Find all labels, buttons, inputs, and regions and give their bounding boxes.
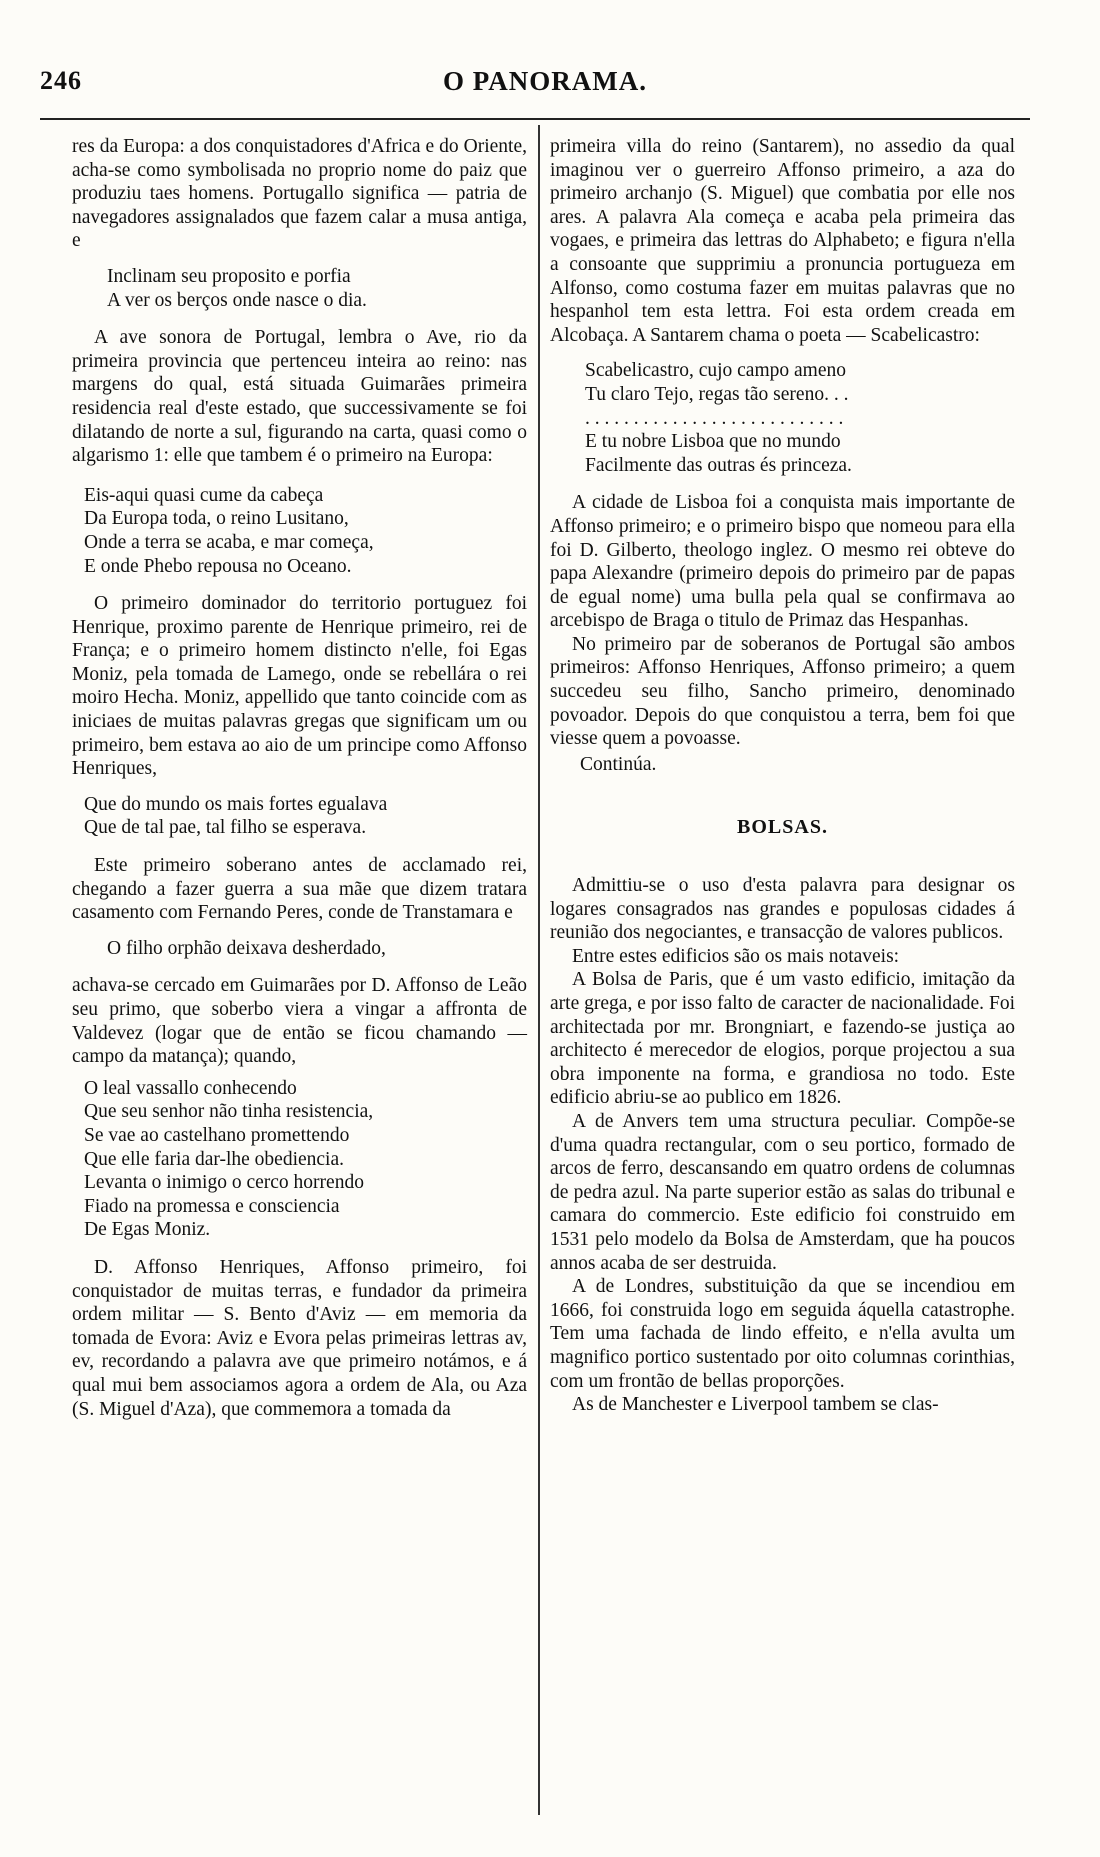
verse-block (72, 937, 527, 961)
paragraph: Entre estes edificios são os mais notaveis: (572, 945, 900, 967)
verse-line: Que seu senhor não tinha resistencia, (84, 1101, 374, 1123)
paragraph: primeira villa do reino (Santarem), no assedio da qual imaginou ver o guerreiro Affonso primeiro, a aza do primeiro archanjo (S. Miguel) que combatia por elle nos ares. A palavra Ala começa e acaba pela primeira das vogaes, e primeira das lettras do Alphabeto; e figura n'ella a consoante que supprimiu a pronuncia portugueza em Alfonso, como costuma fazer em muitas palavras que no hespanhol tem esta lettra. Foi esta ordem creada em Alcobaça. A Santarem chama o poeta — Scabelicastro: (550, 136, 1015, 346)
page-number: 246 (40, 66, 82, 95)
verse-line: Tu claro Tejo, regas tão sereno. . . (585, 383, 849, 405)
verse-line: A ver os berços onde nasce o dia. (107, 289, 367, 311)
verse-line: Que elle faria dar-lhe obediencia. (84, 1148, 345, 1170)
publication-title: O PANORAMA. (443, 66, 647, 96)
paragraph: A de Londres, substituição da que se incendiou em 1666, foi construida logo em seguida áquella catastrophe. Tem uma fachada de lindo effeito, e n'ella avulta um magnifico portico sustentado por oito columnas corinthias, com um frontão de bellas proporções. (550, 1276, 1015, 1392)
right-column (550, 135, 1015, 1417)
paragraph: Este primeiro soberano antes de acclamado rei, chegando a fazer guerra a sua mãe que dizem tratara casamento com Fernando Peres, conde de Transtamara e (72, 855, 527, 924)
verse-line: Se vae ao castelhano promettendo (84, 1124, 350, 1146)
paragraph: Admittiu-se o uso d'esta palavra para designar os logares consagrados nas grandes e populosas cidades á reunião dos negociantes, e transacção de valores publicos. (550, 875, 1015, 944)
verse-line: O filho orphão deixava desherdado, (107, 937, 386, 959)
verse-line: E onde Phebo repousa no Oceano. (84, 555, 352, 577)
verse-line: E tu nobre Lisboa que no mundo (585, 431, 841, 453)
verse-block (72, 265, 527, 312)
verse-ellipsis: . . . . . . . . . . . . . . . . . . . . . . . . . . . (585, 407, 844, 429)
section-heading: BOLSAS. (737, 816, 828, 839)
verse-block (72, 484, 527, 578)
verse-line: Da Europa toda, o reino Lusitano, (84, 508, 349, 530)
verse-block (72, 1077, 527, 1242)
paragraph: res da Europa: a dos conquistadores d'Africa e do Oriente, acha-se como symbolisada no proprio nome do paiz que produziu taes homens. Portugallo significa — patria de navegadores assignalados que fazem calar a musa antiga, e (72, 136, 527, 252)
column-divider (538, 125, 540, 1815)
verse-line: Que de tal pae, tal filho se esperava. (84, 817, 367, 839)
verse-line: De Egas Moniz. (84, 1219, 211, 1241)
verse-line: Fiado na promessa e consciencia (84, 1195, 340, 1217)
verse-line: Eis-aqui quasi cume da cabeça (84, 484, 324, 506)
verse-line: Levanta o inimigo o cerco horrendo (84, 1172, 364, 1194)
verse-line: Inclinam seu proposito e porfia (107, 265, 351, 287)
verse-line: Onde a terra se acaba, e mar começa, (84, 531, 374, 553)
verse-line: Scabelicastro, cujo campo ameno (585, 360, 846, 382)
paragraph: A cidade de Lisboa foi a conquista mais importante de Affonso primeiro; e o primeiro bispo que nomeou para ella foi D. Gilberto, theologo inglez. O mesmo rei obteve do papa Alexandre (primeiro depois do primeiro par de papas de egual nome) uma bulla pela qual se confirmava ao arcebispo de Braga o titulo de Primaz das Hespanhas. (550, 492, 1015, 632)
page-header (40, 66, 1050, 106)
verse-block (550, 359, 1015, 477)
verse-block (72, 793, 527, 840)
paragraph: achava-se cercado em Guimarães por D. Affonso de Leão seu primo, que soberbo viera a vingar a affronta de Valdevez (logar que de então se ficou chamando — campo da matança); quando, (72, 975, 527, 1068)
continua-note: Continúa. (580, 753, 657, 775)
verse-line: O leal vassallo conhecendo (84, 1077, 297, 1099)
header-rule (40, 118, 1030, 120)
verse-line: Facilmente das outras és princeza. (585, 454, 852, 476)
paragraph: A de Anvers tem uma structura peculiar. Compõe-se d'uma quadra rectangular, com o seu portico, formado de arcos de ferro, descansando em quatro ordens de columnas de pedra azul. Na parte superior estão as salas do tribunal e camara do commercio. Este edificio foi construido em 1531 pelo modelo da Bolsa de Amsterdam, que ha poucos annos acaba de ser destruida. (550, 1110, 1015, 1274)
left-column (72, 135, 527, 1421)
paragraph: No primeiro par de soberanos de Portugal são ambos primeiros: Affonso Henriques, Affonso primeiro; a quem succedeu seu filho, Sancho primeiro, denominado povoador. Depois do que conquistou a terra, bem foi que viesse quem a povoasse. (550, 633, 1015, 750)
verse-line: Que do mundo os mais fortes egualava (84, 793, 388, 815)
paragraph: As de Manchester e Liverpool tambem se clas- (572, 1394, 939, 1416)
paragraph: D. Affonso Henriques, Affonso primeiro, foi conquistador de muitas terras, e fundador da primeira ordem militar — S. Bento d'Aviz — em memoria da tomada de Evora: Aviz e Evora pelas primeiras lettras av, ev, recordando a palavra ave que primeiro notámos, e á qual mui bem associamos agora a ordem de Ala, ou Aza (S. Miguel d'Aza), que commemora a tomada da (72, 1256, 527, 1420)
paragraph: A ave sonora de Portugal, lembra o Ave, rio da primeira provincia que pertenceu inteira ao reino: nas margens do qual, está situada Guimarães primeira residencia real d'este estado, que successivamente se foi dilatando de norte a sul, figurando na carta, quasi como o algarismo 1: elle que tambem é o primeiro na Europa: (72, 327, 527, 467)
paragraph: A Bolsa de Paris, que é um vasto edificio, imitação da arte grega, e por isso falto de caracter de nacionalidade. Foi architectada por mr. Brongniart, e fazendo-se justiça ao architecto é merecedor de elogios, porque projectou a sua obra imponente na forma, e grandiosa no todo. Este edificio abriu-se ao publico em 1826. (550, 969, 1015, 1109)
paragraph: O primeiro dominador do territorio portuguez foi Henrique, proximo parente de Henrique primeiro, rei de França; e o primeiro homem distincto n'elle, foi Egas Moniz, pela tomada de Lamego, onde se rebellára o rei moiro Hecha. Moniz, appellido que tanto coincide com as iniciaes de muitas palavras gregas que significam um ou primeiro, bem estava ao aio de um principe como Affonso Henriques, (72, 593, 527, 780)
